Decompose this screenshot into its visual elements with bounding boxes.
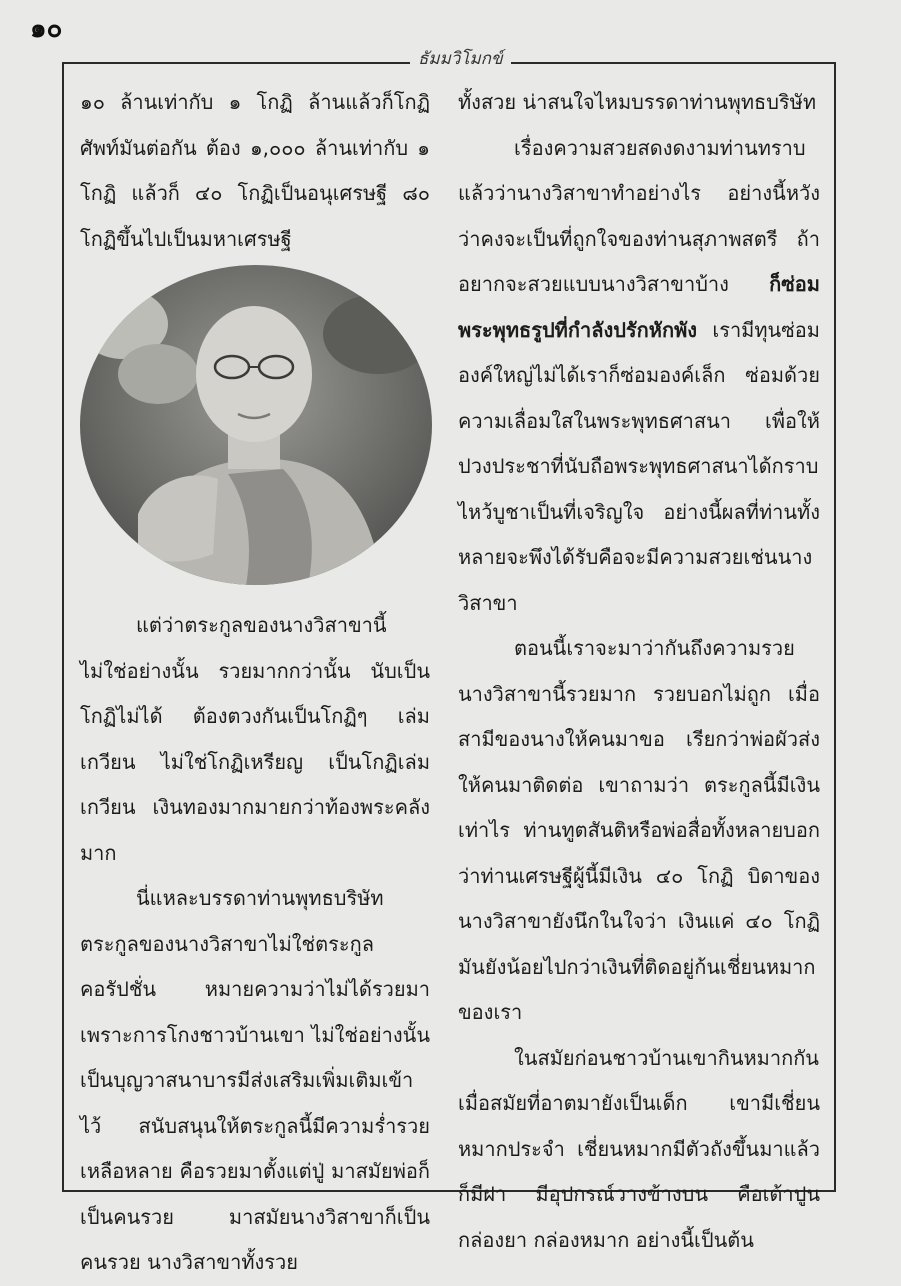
left-column-top (80, 80, 430, 262)
left-paragraph-3: นี่แหละบรรดาท่านพุทธบริษัท ตระกูลของนางวิสาขาไม่ใช่ตระกูลคอรัปชั่น หมายความว่าไม่ได้รวยมาเพราะการโกงชาวบ้านเขา ไม่ใช่อย่างนั้น เป็นบุญวาสนาบารมีส่งเสริมเพิ่มเติมเข้าไว้ สนับสนุนให้ตระกูลนี้มีความร่ำรวยเหลือหลาย คือรวยมาตั้งแต่ปู่ มาสมัยพ่อก็เป็นคนรวย มาสมัยนางวิสาขาก็เป็นคนรวย นางวิสาขาทั้งรวย (80, 886, 430, 1274)
right-paragraph-4: ในสมัยก่อนชาวบ้านเขากินหมากกัน เมื่อสมัยที่อาตมายังเป็นเด็ก เขามีเชี่ยนหมากประจำ เชี่ยนหมากมีตัวถังขึ้นมาแล้วก็มีฝา มีอุปกรณ์วางข้างบน คือเต้าปูน กล่องยา กล่องหมาก อย่างนี้เป็นต้น (458, 1045, 820, 1252)
running-header: ธัมมวิโมกข์ (410, 45, 511, 72)
left-paragraph-2: แต่ว่าตระกูลของนางวิสาขานี้ไม่ใช่อย่างนั้น รวยมากกว่านั้น นับเป็นโกฏิไม่ได้ ต้องตวงกันเป็นโกฏิๆ เล่มเกวียน ไม่ใช่โกฏิเหรียญ เป็นโกฏิเล่มเกวียน เงินทองมากมายกว่าท้องพระคลังมาก (80, 613, 430, 865)
right-paragraph-3: ตอนนี้เราจะมาว่ากันถึงความรวยนางวิสาขานี้รวยมาก รวยบอกไม่ถูก เมื่อสามีของนางให้คนมาขอ เรียกว่าพ่อผัวส่งให้คนมาติดต่อ เขาถามว่า ตระกูลนี้มีเงินเท่าไร ท่านทูตสันติหรือพ่อสื่อทั้งหลายบอกว่าท่านเศรษฐีผู้นี้มีเงิน ๔๐ โกฏิ บิดาของนางวิสาขายังนึกในใจว่า เงินแค่ ๔๐ โกฏิมันยังน้อยไปกว่าเงินที่ติดอยู่ก้นเชี่ยนหมากของเรา (458, 636, 820, 1024)
right-paragraph-1: ทั้งสวย น่าสนใจไหมบรรดาท่านพุทธบริษัท (458, 90, 817, 114)
left-column-bottom (80, 603, 430, 1286)
monk-portrait-photo (78, 264, 434, 586)
right-paragraph-2-end: เรามีทุนซ่อมองค์ใหญ่ไม่ได้เราก็ซ่อมองค์เล็ก ซ่อมด้วยความเลื่อมใสในพระพุทธศาสนา เพื่อให้ปวงประชาที่นับถือพระพุทธศาสนาได้กราบไหว้บูชาเป็นที่เจริญใจ อย่างนี้ผลที่ท่านทั้งหลายจะพึงได้รับคือจะมีความสวยเช่นนางวิสาขา (458, 317, 820, 615)
right-paragraph-2 (458, 126, 820, 627)
right-paragraph-2-start: เรื่องความสวยสดงดงามท่านทราบแล้วว่านางวิสาขาทำอย่างไร อย่างนี้หวังว่าคงจะเป็นที่ถูกใจของท่านสุภาพสตรี ถ้าอยากจะสวยแบบนางวิสาขาบ้าง (458, 135, 820, 296)
right-column (458, 80, 820, 1263)
right-paragraph-2-emphasis: ก็ซ่อมพระพุทธรูปที่กำลังปรักหักพัง (458, 272, 820, 342)
left-paragraph-1: ๑๐ ล้านเท่ากับ ๑ โกฏิ ล้านแล้วก็โกฏิ ศัพท์มันต่อกัน ต้อง ๑,๐๐๐ ล้านเท่ากับ ๑ โกฏิ แล้วก็ ๔๐ โกฏิเป็นอนุเศรษฐี ๘๐ โกฏิขึ้นไปเป็นมหาเศรษฐี (80, 90, 430, 251)
page-number: ๑๐ (30, 14, 63, 44)
